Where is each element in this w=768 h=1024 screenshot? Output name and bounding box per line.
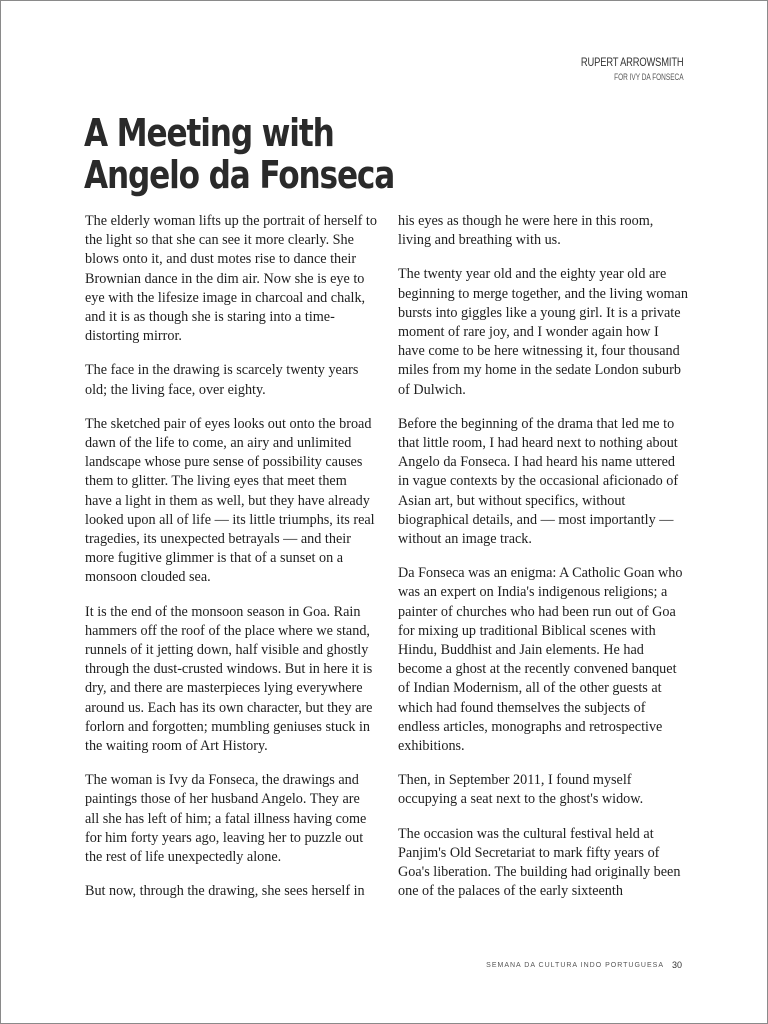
paragraph: Then, in September 2011, I found myself occupying a seat next to the ghost's widow. [398,772,644,808]
article-title-line-2: Angelo da Fonseca [84,153,395,197]
paragraph: his eyes as though he were here in this room, living and breathing with us. [398,213,654,249]
paragraph: But now, through the drawing, she sees herself in [85,883,365,900]
right-column [398,212,688,917]
author-dedication: FOR IVY DA FONSECA [614,72,684,82]
article-title [84,112,462,196]
paragraph: The woman is Ivy da Fonseca, the drawings and paintings those of her husband Angelo. They are all she has left of him; a fatal illness having come for him forty years ago, leaving her to puzzle out the rest of life unexpectedly alone. [85,772,367,866]
author-block [552,55,684,82]
page-number: 30 [671,960,682,970]
article-title-line-1: A Meeting with [84,111,334,155]
left-column [85,212,377,917]
paragraph: Da Fonseca was an enigma: A Catholic Goan who was an expert on India's indigenous religions; a painter of churches who had been run out of Goa for mixing up traditional Biblical scenes with Hindu, Buddhist and Jain elements. He had become a ghost at the recently convened banquet of Indian Modernism, all of the other guests at which had found themselves the subjects of endless articles, monographs and retrospective exhibitions. [398,565,683,755]
paragraph: The elderly woman lifts up the portrait of herself to the light so that she can see it more clearly. She blows onto it, and dust motes rise to dance their Brownian dance in the dim air. Now she is eye to eye with the lifesize image in charcoal and chalk, and it is as though she is staring into a time-distorting mirror. [85,213,377,345]
author-name: RUPERT ARROWSMITH [581,55,684,69]
page-footer [486,960,682,970]
paragraph: It is the end of the monsoon season in Goa. Rain hammers off the roof of the place where we stand, runnels of it jetting down, half visible and ghostly through the dust-crusted windows. But in here it is dry, and there are masterpieces lying everywhere around us. Each has its own character, but they are forlorn and forgotten; mumbling geniuses stuck in the waiting room of Art History. [85,603,373,755]
paragraph: Before the beginning of the drama that led me to that little room, I had heard next to nothing about Angelo da Fonseca. I had heard his name uttered in vague contexts by the occasional aficionado of Asian art, but without specifics, without biographical details, and — most importantly — without an image track. [398,415,679,548]
publication-name: SEMANA DA CULTURA INDO PORTUGUESA [486,961,664,969]
paragraph: The occasion was the cultural festival held at Panjim's Old Secretariat to mark fifty years of Goa's liberation. The building had originally been one of the palaces of the early sixteenth [398,825,681,900]
paragraph: The twenty year old and the eighty year old are beginning to merge together, and the living woman bursts into giggles like a young girl. It is a private moment of rare joy, and I wonder again how I have come to be here witnessing it, four thousand miles from my home in the sedate London suburb of Dulwich. [398,266,688,398]
paragraph: The sketched pair of eyes looks out onto the broad dawn of the life to come, an airy and unlimited landscape whose pure sense of possibility causes them to glitter. The living eyes that meet them have a light in them as well, but they have already looked upon all of life — its little triumphs, its real tragedies, its unexpected betrayals — and their more fugitive glimmer is that of a sunset on a monsoon clouded sea. [85,415,375,586]
paragraph: The face in the drawing is scarcely twenty years old; the living face, over eighty. [85,362,359,398]
